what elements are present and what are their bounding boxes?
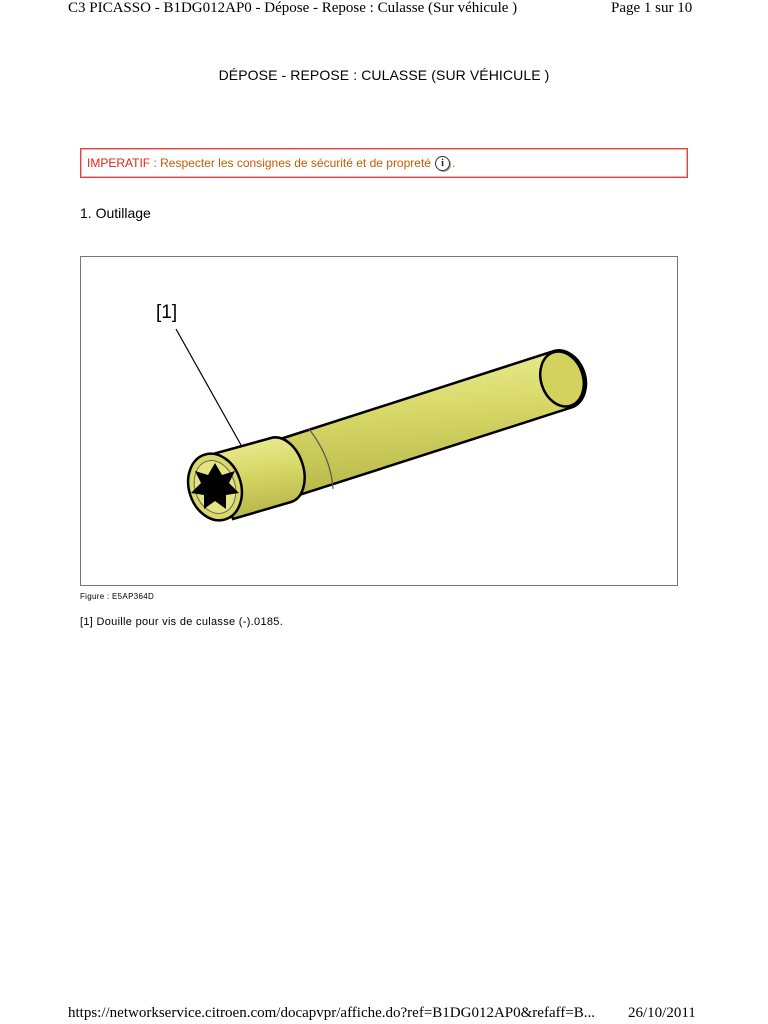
figure-callout-1: [1] <box>156 302 178 323</box>
footer-url[interactable]: https://networkservice.citroen.com/docapvpr/affiche.do?ref=B1DG012AP0&refaff=B... <box>68 1005 596 1021</box>
warning-label: IMPERATIF <box>87 156 151 170</box>
warning-end: . <box>451 156 456 170</box>
section-title-outillage: 1. Outillage <box>80 205 151 221</box>
header-page-number: Page 1 sur 10 <box>611 0 693 16</box>
figure-caption: Figure : E5AP364D <box>80 592 155 601</box>
footer-date: 26/10/2011 <box>628 1005 696 1021</box>
document-title: DÉPOSE - REPOSE : CULASSE (SUR VÉHICULE ) <box>218 67 550 83</box>
warning-message: Respecter les consignes de sécurité et de propreté <box>160 156 431 170</box>
info-circle-icon[interactable]: i <box>435 156 450 171</box>
warning-box <box>80 148 688 178</box>
warning-text <box>87 156 455 171</box>
figure-legend-item-1: [1] Douille pour vis de culasse (-).0185. <box>80 616 284 628</box>
warning-separator: : <box>150 156 161 170</box>
figure-frame <box>80 256 678 586</box>
header-document-title: C3 PICASSO - B1DG012AP0 - Dépose - Repose : Culasse (Sur véhicule ) <box>68 0 518 16</box>
